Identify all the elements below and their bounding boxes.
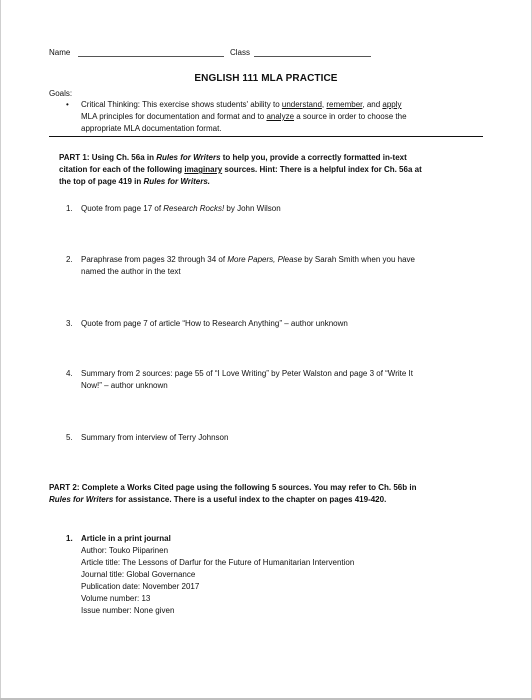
part2-item-1-publication-date: Publication date: November 2017 <box>81 582 200 591</box>
part2-item-1-author: Author: Touko Piiparinen <box>81 546 169 555</box>
part1-item-5-number: 5. <box>66 433 73 442</box>
part1-item-1-b: by John Wilson <box>224 204 281 213</box>
part2-item-1-number: 1. <box>66 534 73 543</box>
part1-line-1 <box>59 152 407 163</box>
part2-item-1-issue: Issue number: None given <box>81 606 175 615</box>
goals-line-2-text-b: a source in order to choose the <box>294 112 407 121</box>
goals-line-2-text-a: MLA principles for documentation and format and to <box>81 112 267 121</box>
goals-divider <box>49 136 483 137</box>
part1-line-2-a: citation for each of the following <box>59 165 185 174</box>
part1-imaginary: imaginary <box>184 165 223 174</box>
part1-line-1-a: PART 1: Using Ch. 56a in <box>59 153 157 162</box>
part1-item-2 <box>81 254 415 265</box>
part1-item-5: Summary from interview of Terry Johnson <box>81 433 229 442</box>
part1-item-1-number: 1. <box>66 204 73 213</box>
part2-line-2 <box>49 494 386 505</box>
part1-line-1-b: to help you, provide a correctly formatted in-text <box>220 153 407 162</box>
part2-line-1: PART 2: Complete a Works Cited page using the following 5 sources. You may refer to Ch. 56b in <box>49 483 417 492</box>
part1-item-1-a: Quote from page 17 of <box>81 204 164 213</box>
part1-book-title-2: Rules for Writers. <box>143 177 210 186</box>
goals-sep-1: , <box>321 100 327 109</box>
part1-line-3 <box>59 176 210 187</box>
goals-sep-2: , and <box>362 100 383 109</box>
part2-item-1-article-title: Article title: The Lessons of Darfur for the Future of Humanitarian Intervention <box>81 558 355 567</box>
part1-item-1-title: Research Rocks! <box>163 204 225 213</box>
part1-item-2-title: More Papers, Please <box>227 255 303 264</box>
part1-line-2-b: sources. Hint: There is a helpful index for Ch. 56a at <box>222 165 422 174</box>
goals-label: Goals: <box>49 89 73 98</box>
page-left-edge <box>0 0 1 700</box>
name-label: Name <box>49 48 71 57</box>
part1-item-2-a: Paraphrase from pages 32 through 34 of <box>81 255 228 264</box>
goals-understand: understand <box>281 100 322 109</box>
goals-line-1-text: Critical Thinking: This exercise shows students' ability to <box>81 100 282 109</box>
part1-item-2-b: by Sarah Smith when you have <box>302 255 415 264</box>
goals-remember: remember <box>326 100 363 109</box>
goals-line-2 <box>81 111 407 122</box>
class-blank-line <box>254 56 371 57</box>
part2-item-1-journal-title: Journal title: Global Governance <box>81 570 196 579</box>
part2-item-1-heading: Article in a print journal <box>81 534 171 543</box>
part1-line-2 <box>59 164 422 175</box>
part1-item-2-number: 2. <box>66 255 73 264</box>
part1-item-3-number: 3. <box>66 319 73 328</box>
part1-item-4-number: 4. <box>66 369 73 378</box>
goals-bullet: • <box>66 100 69 109</box>
part1-book-title-1: Rules for Writers <box>156 153 221 162</box>
page-title: ENGLISH 111 MLA PRACTICE <box>194 73 338 84</box>
part1-item-3: Quote from page 7 of article “How to Research Anything” – author unknown <box>81 319 348 328</box>
goals-analyze: analyze <box>266 112 295 121</box>
goals-apply: apply <box>382 100 402 109</box>
part1-item-2-line-2: named the author in the text <box>81 267 181 276</box>
part1-line-3-a: the top of page 419 in <box>59 177 144 186</box>
part1-item-1 <box>81 203 281 214</box>
class-label: Class <box>230 48 251 57</box>
goals-line-1 <box>81 99 402 110</box>
part2-item-1-volume: Volume number: 13 <box>81 594 151 603</box>
goals-line-3: appropriate MLA documentation format. <box>81 124 222 133</box>
part2-line-2-b: for assistance. There is a useful index to the chapter on pages 419-420. <box>113 495 387 504</box>
part1-item-4: Summary from 2 sources: page 55 of “I Love Writing” by Peter Walston and page 3 of “Write It <box>81 369 413 378</box>
part1-item-4-line-2: Now!” – author unknown <box>81 381 168 390</box>
part2-book-title: Rules for Writers <box>49 495 114 504</box>
name-blank-line <box>78 56 224 57</box>
